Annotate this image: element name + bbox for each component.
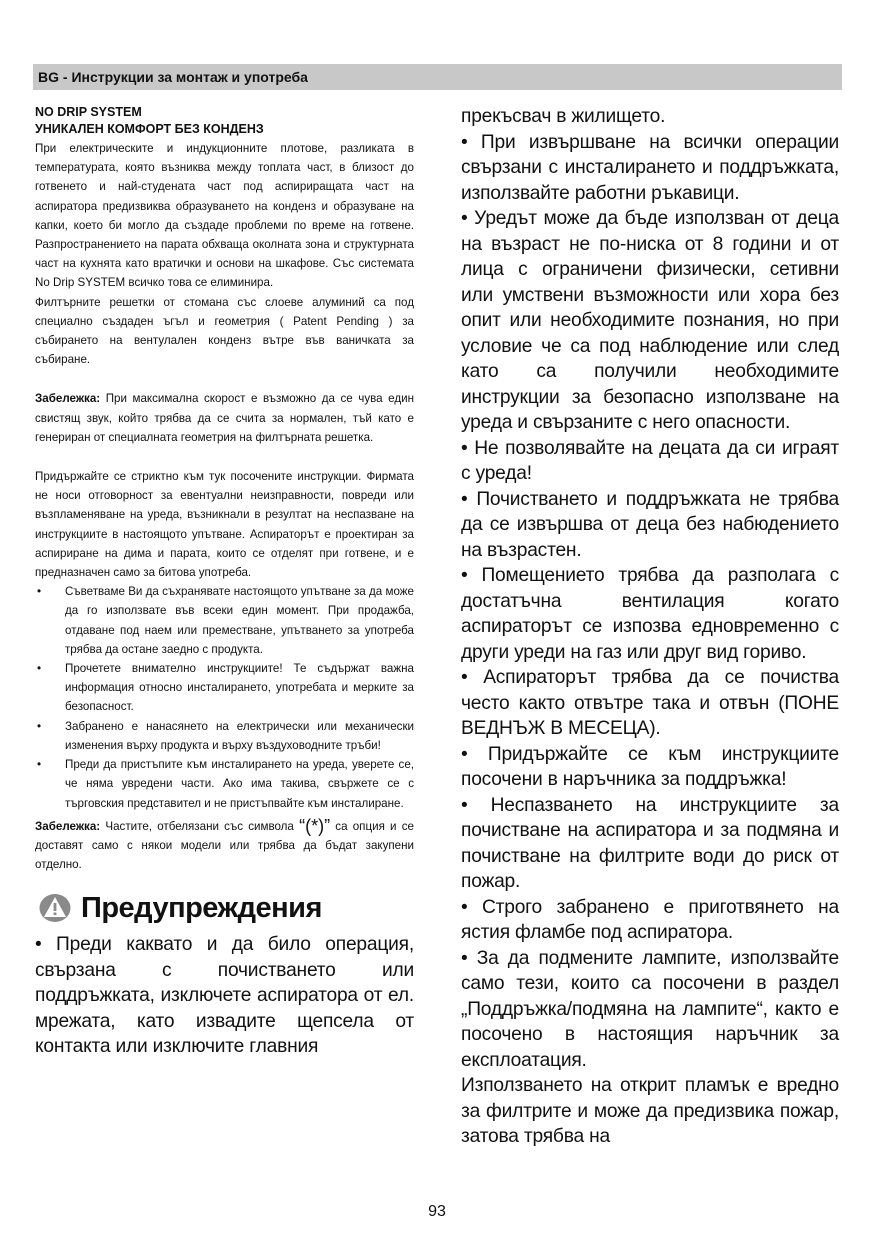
warning-paragraph: • Уредът може да бъде използван от деца на възраст не по-ниска от 8 години и от лица с ограничени физически, сетивни или умствени възможности или хора без опит или необходимите познания, но при условие че са под наблюдение или след като са получили необходимите инструкции за безопасно използване на уреда и свързаните с него опасности. bbox=[461, 208, 839, 433]
warning-paragraph: прекъсвач в жилището. bbox=[461, 106, 666, 127]
warning-paragraph: • Придържайте се към инструкциите посочени в наръчника за поддръжка! bbox=[461, 743, 839, 790]
list-item: • Преди да пристъпите към инсталирането на уреда, уверете се, че няма увредени части. Ако има такива, свържете се с търговския представител и не пристъпвайте към инсталиране. bbox=[35, 755, 414, 813]
warning-paragraph: • Строго забранено е приготвянето на ястия фламбе под аспиратора. bbox=[461, 896, 839, 943]
warning-paragraph: • Аспираторът трябва да се почиства често както отвътре така и отвън (ПОНЕ ВЕДНЪЖ В МЕСЕЦА). bbox=[461, 667, 839, 739]
note-1 bbox=[35, 389, 414, 447]
left-column bbox=[35, 104, 414, 1060]
instructions-list bbox=[35, 582, 414, 812]
nodrip-subtitle: УНИКАЛЕН КОМФОРТ БЕЗ КОНДЕНЗ bbox=[35, 122, 264, 136]
note-1-label: Забележка: bbox=[35, 392, 101, 406]
note-2: Забележка: Частите, отбелязани със символа “(*)” са опция и се доставят само с някои модели или трябва да бъдат закупени отделно. bbox=[35, 815, 414, 872]
warning-intro: • Преди каквато и да било операция, свързана с почистването или поддръжката, изключете аспиратора от ел. мрежата, като извадите щепсела от контакта или изключите главния bbox=[35, 934, 414, 1058]
right-column bbox=[461, 104, 839, 1150]
warning-paragraph: • Неспазването на инструкциите за почистване на аспиратора и за подмяна и почистване на филтрите води до риск от пожар. bbox=[461, 794, 839, 892]
nodrip-paragraph-1: При електрическите и индукционните плотове, разликата в температурата, която възниква между топлата част, в близост до готвенето и най-студената част под аспириращата част на аспиратора предизвиква образуването на конденз и образуване на капки, което би могло да създаде проблеми по време на готвене. Разпространението на парата обхваща околната зона и структурната част на кухнята като вратички и основи на шкафове. Със системата No Drip SYSTEM всичко това се елиминира. bbox=[35, 142, 414, 290]
bullet-icon: • bbox=[37, 662, 42, 676]
warning-triangle-icon bbox=[39, 893, 71, 923]
warnings-title: Предупреждения bbox=[81, 891, 322, 924]
instructions-paragraph: Придържайте се стриктно към тук посочените инструкции. Фирмата не носи отговорност за евентуални неизправности, повреди или възпламеняване на уреда, възникнали в резултат на неспазване на инструкциите в настоящото упътване. Аспираторът е проектиран за аспириране на дима и парата, които се отделят при готвене, и е предназначен само за битова употреба. bbox=[35, 470, 414, 580]
note-1-text: При максимална скорост е възможно да се чува един свистящ звук, който трябва да се счита за нормален, тъй като е генериран от специалната геометрия на филтърната решетка. bbox=[35, 392, 414, 444]
warning-paragraph: • Почистването и поддръжката не трябва да се извършва от деца без набюдението на възрастен. bbox=[461, 488, 839, 561]
warning-paragraph: • Помещението трябва да разполага с достатъчна вентилация когато аспираторът се изпозва едновременно с други уреди на газ или друг вид гориво. bbox=[461, 565, 839, 663]
page-number: 93 bbox=[428, 1203, 446, 1220]
bullet-icon: • bbox=[37, 585, 42, 599]
warning-paragraph: • При извършване на всички операции свързани с инсталирането и поддръжката, използвайте работни ръкавици. bbox=[461, 131, 839, 204]
warnings-heading bbox=[35, 888, 414, 928]
list-item: • Прочетете внимателно инструкциите! Те съдържат важна информация относно инсталирането, употребата и мерките за безопасност. bbox=[35, 659, 414, 717]
note-2-label: Забележка: bbox=[35, 819, 101, 833]
nodrip-paragraph-2: Филтърните решетки от стомана със слоеве алуминий са под специално създаден ъгъл и геометрия ( Patent Pending ) за събирането на вентулален конденз вътре във ваничката за събиране. bbox=[35, 295, 414, 367]
warning-paragraph: • Не позволявайте на децата да си играят с уреда! bbox=[461, 437, 839, 484]
list-item: • Съветваме Ви да съхранявате настоящото упътване за да може да го използвате във всеки един момент. При продажба, отдаване под наем или преместване, упътването за употреба трябва да остане заедно с продукта. bbox=[35, 582, 414, 659]
optional-symbol: “(*)” bbox=[299, 815, 331, 836]
bullet-icon: • bbox=[37, 719, 42, 733]
warning-paragraph: Използването на открит пламък е вредно за филтрите и може да предизвика пожар, затова трябва на bbox=[461, 1075, 839, 1147]
header-bar bbox=[33, 64, 842, 90]
page-header-title: BG - Инструкции за монтаж и употреба bbox=[38, 69, 308, 85]
list-item: • Забранено е нанасянето на електрически или механически изменения върху продукта и върху въздуховодните тръби! bbox=[35, 717, 414, 755]
bullet-icon: • bbox=[37, 758, 42, 772]
nodrip-title: NO DRIP SYSTEM bbox=[35, 105, 142, 119]
warning-paragraph: • За да подмените лампите, използвайте само тези, които са посочени в раздел „Поддръжка/подмяна на лампите“, както е посочено в настоящия наръчник за експлоатация. bbox=[461, 947, 839, 1071]
